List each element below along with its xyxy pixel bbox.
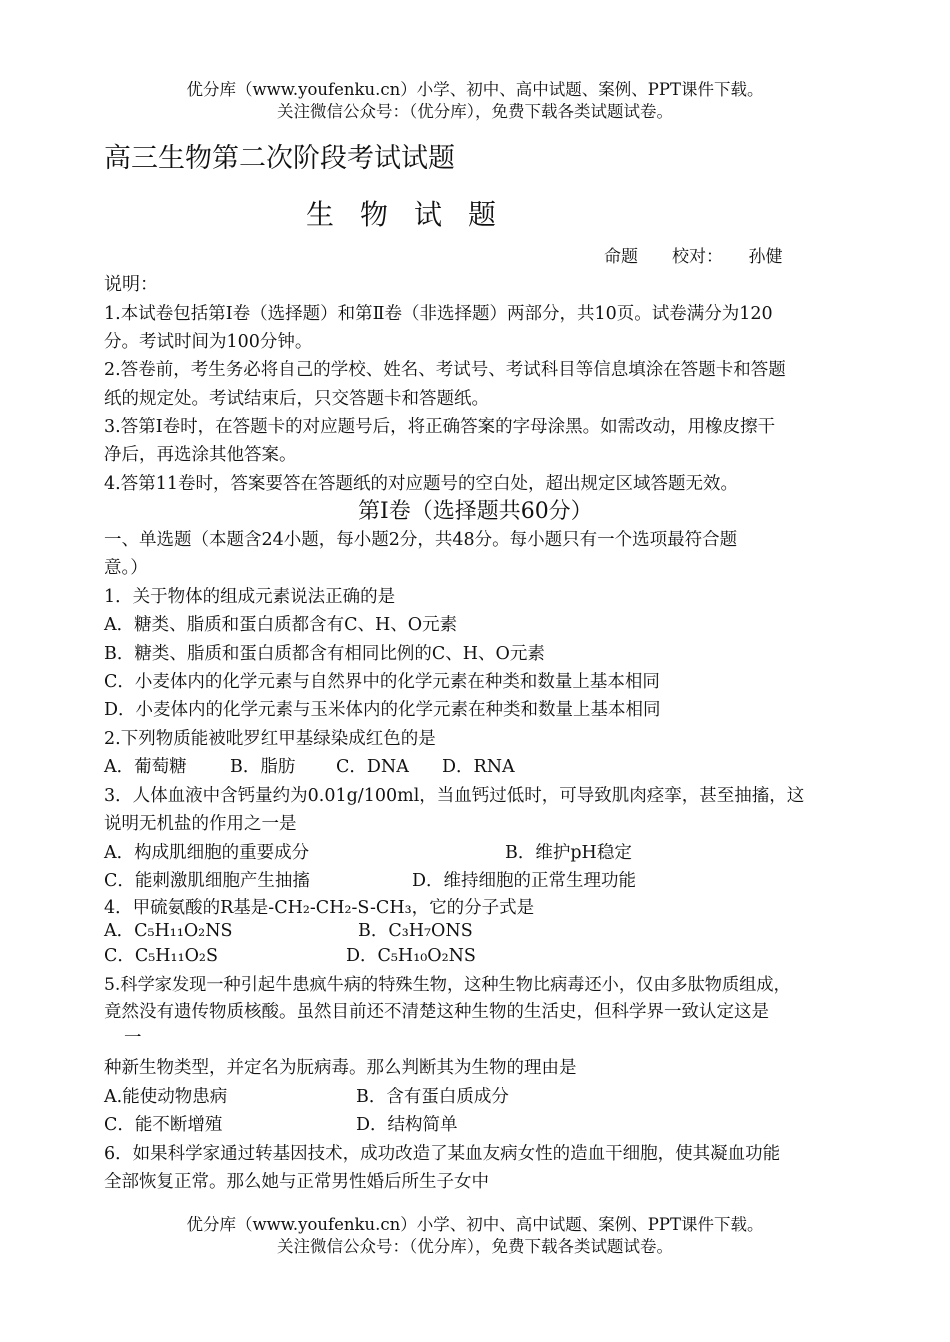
q6-stem-a: 6．如果科学家通过转基因技术，成功改造了某血友病女性的造血干细胞，使其凝血功能 <box>104 1144 781 1164</box>
instructions-heading: 说明： <box>104 274 158 295</box>
instruction-2a: 2.答卷前，考生务必将自己的学校、姓名、考试号、考试科目等信息填涂在答题卡和答题 <box>104 360 786 380</box>
q5-option-c: C．能不断增殖 <box>104 1115 223 1135</box>
q3-stem-b: 说明无机盐的作用之一是 <box>104 814 297 834</box>
q5-stem-d: 种新生物类型，并定名为朊病毒。那么判断其为生物的理由是 <box>104 1058 577 1078</box>
q1-stem: 1．关于物体的组成元素说法正确的是 <box>104 587 396 607</box>
q3-stem-a: 3．人体血液中含钙量约为0.01g/100ml，当血钙过低时，可导致肌肉痉挛，甚至抽搐，这 <box>104 786 805 806</box>
footer-line-2: 关注微信公众号：（优分库），免费下载各类试题试卷。 <box>277 1237 673 1256</box>
q4-option-d: D．C₅H₁₀O₂NS <box>346 946 476 966</box>
q2-stem: 2.下列物质能被吡罗红甲基绿染成红色的是 <box>104 729 436 749</box>
footer-line-1: 优分库（www.youfenku.cn）小学、初中、高中试题、案例、PPT课件下载。 <box>186 1215 764 1234</box>
header-line-1: 优分库（www.youfenku.cn）小学、初中、高中试题、案例、PPT课件下载。 <box>186 80 764 99</box>
instruction-2b: 纸的规定处。考试结束后，只交答题卡和答题纸。 <box>104 389 489 409</box>
exam-subtitle: 生物试题 <box>306 198 523 231</box>
q2-option-c: C．DNA <box>336 757 409 777</box>
q5-option-b: B．含有蛋白质成分 <box>356 1087 509 1107</box>
q5-stem-a: 5.科学家发现一种引起牛患疯牛病的特殊生物，这种生物比病毒还小，仅由多肽物质组成， <box>104 975 791 995</box>
q4-option-c: C．C₅H₁₁O₂S <box>104 946 218 966</box>
instruction-4: 4.答第11卷时，答案要答在答题纸的对应题号的空白处，超出规定区域答题无效。 <box>104 474 738 494</box>
section-desc-b: 意。） <box>104 558 148 578</box>
instruction-3a: 3.答第I卷时，在答题卡的对应题号后，将正确答案的字母涂黑。如需改动，用橡皮擦干 <box>104 417 776 437</box>
q5-stem-b: 竟然没有遗传物质核酸。虽然目前还不清楚这种生物的生活史，但科学界一致认定这是 <box>104 1002 769 1022</box>
q2-option-a: A．葡萄糖 <box>104 757 187 777</box>
instruction-3b: 净后，再选涂其他答案。 <box>104 445 297 465</box>
q6-stem-b: 全部恢复正常。那么她与正常男性婚后所生子女中 <box>104 1172 489 1192</box>
q5-option-d: D．结构简单 <box>356 1115 458 1135</box>
q4-stem: 4．甲硫氨酸的R基是-CH₂-CH₂-S-CH₃，它的分子式是 <box>104 898 535 918</box>
q2-option-b: B．脂肪 <box>230 757 296 777</box>
q3-option-d: D．维持细胞的正常生理功能 <box>412 871 637 891</box>
header-line-2: 关注微信公众号：（优分库），免费下载各类试题试卷。 <box>277 102 673 121</box>
q3-option-b: B．维护pH稳定 <box>505 843 632 863</box>
exam-credits: 命题 校对： 孙健 <box>604 247 783 267</box>
q1-option-b: B．糖类、脂质和蛋白质都含有相同比例的C、H、O元素 <box>104 644 545 664</box>
instruction-1b: 分。考试时间为100分钟。 <box>104 332 313 352</box>
q2-option-d: D．RNA <box>442 757 515 777</box>
instruction-1a: 1.本试卷包括第Ⅰ卷（选择题）和第Ⅱ卷（非选择题）两部分，共10页。试卷满分为120 <box>104 304 773 324</box>
q5-stem-c: 一 <box>124 1028 142 1048</box>
section-desc-a: 一、单选题（本题含24小题，每小题2分，共48分。每小题只有一个选项最符合题 <box>104 530 738 550</box>
q1-option-c: C．小麦体内的化学元素与自然界中的化学元素在种类和数量上基本相同 <box>104 672 660 692</box>
q3-option-c: C．能刺激肌细胞产生抽搐 <box>104 871 310 891</box>
q4-option-b: B．C₃H₇ONS <box>358 921 473 941</box>
q5-option-a: A.能使动物患病 <box>104 1087 228 1107</box>
q3-option-a: A．构成肌细胞的重要成分 <box>104 843 310 863</box>
exam-title: 高三生物第二次阶段考试试题 <box>104 143 455 174</box>
q1-option-a: A．糖类、脂质和蛋白质都含有C、H、O元素 <box>104 615 458 635</box>
q4-option-a: A．C₅H₁₁O₂NS <box>104 921 233 941</box>
q1-option-d: D．小麦体内的化学元素与玉米体内的化学元素在种类和数量上基本相同 <box>104 700 661 720</box>
section-title: 第I卷（选择题共60分） <box>358 499 593 524</box>
